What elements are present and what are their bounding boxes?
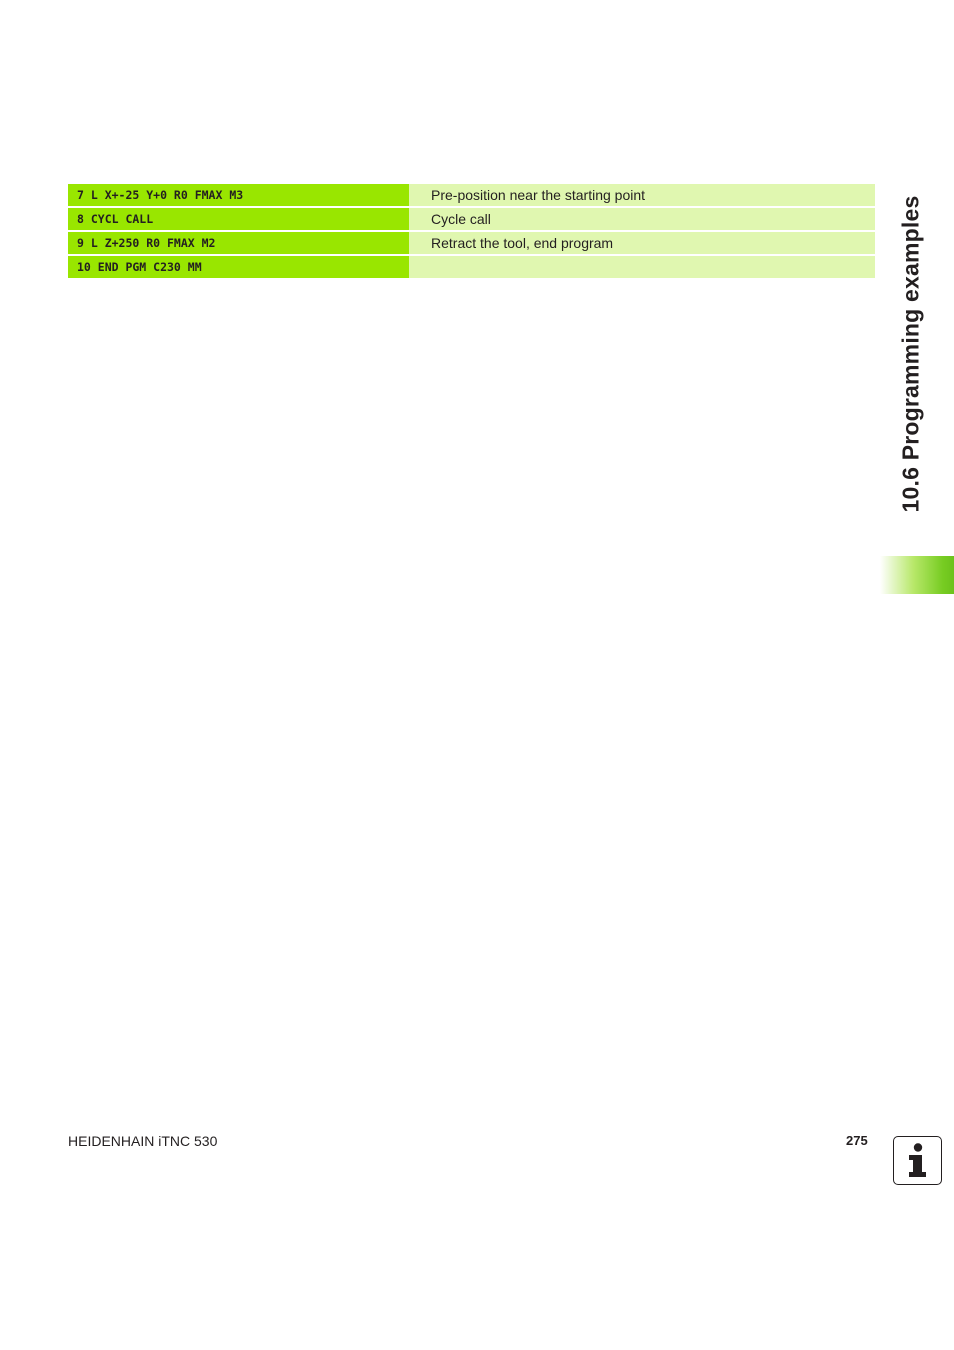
program-row bbox=[68, 256, 875, 278]
program-row bbox=[68, 232, 875, 254]
chapter-thumb-tab bbox=[880, 556, 954, 594]
page-number: 275 bbox=[846, 1133, 868, 1148]
info-icon bbox=[893, 1136, 942, 1185]
comment-cell: Retract the tool, end program bbox=[409, 232, 875, 254]
nc-code-cell: 8 CYCL CALL bbox=[68, 208, 409, 230]
comment-cell bbox=[409, 256, 875, 278]
nc-code-cell: 9 L Z+250 R0 FMAX M2 bbox=[68, 232, 409, 254]
nc-code-cell: 7 L X+-25 Y+0 R0 FMAX M3 bbox=[68, 184, 409, 206]
footer-product-name: HEIDENHAIN iTNC 530 bbox=[68, 1133, 218, 1149]
comment-cell: Pre-position near the starting point bbox=[409, 184, 875, 206]
chapter-title: 10.6 Programming examples bbox=[897, 195, 924, 513]
program-row bbox=[68, 184, 875, 206]
comment-cell: Cycle call bbox=[409, 208, 875, 230]
program-table bbox=[68, 184, 875, 280]
program-row bbox=[68, 208, 875, 230]
nc-code-cell: 10 END PGM C230 MM bbox=[68, 256, 409, 278]
